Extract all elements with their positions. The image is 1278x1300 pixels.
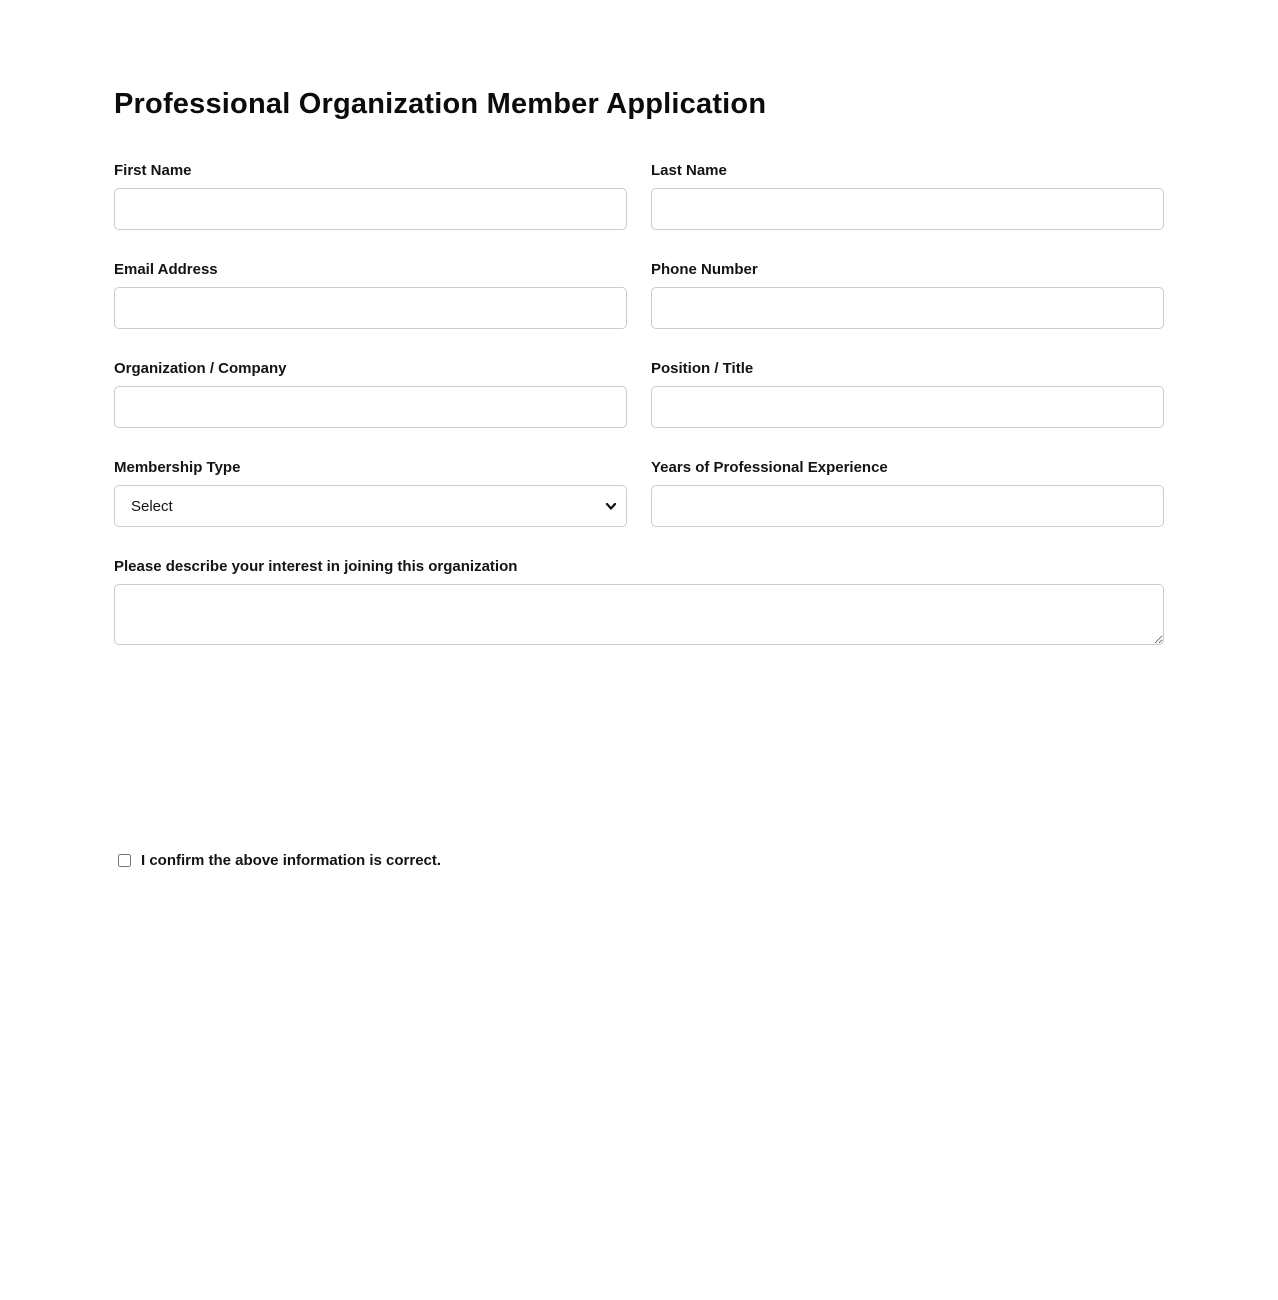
confirm-checkbox-label[interactable]: I confirm the above information is correct. <box>141 852 442 870</box>
email-label: Email Address <box>114 261 218 279</box>
first-name-label: First Name <box>114 162 192 180</box>
field-phone <box>651 259 1164 329</box>
field-last-name <box>651 160 1164 230</box>
interest-label: Please describe your interest in joining this organization <box>114 558 518 576</box>
form-fields-grid <box>114 160 1164 556</box>
last-name-label: Last Name <box>651 162 727 180</box>
organization-label: Organization / Company <box>114 360 287 378</box>
field-interest <box>114 556 1164 645</box>
position-input[interactable] <box>651 386 1164 428</box>
field-years-experience <box>651 457 1164 527</box>
organization-input[interactable] <box>114 386 627 428</box>
email-input[interactable] <box>114 287 627 329</box>
field-email <box>114 259 627 329</box>
membership-type-select-wrap <box>114 485 627 527</box>
phone-label: Phone Number <box>651 261 758 279</box>
interest-textarea[interactable] <box>114 584 1164 645</box>
confirm-checkbox[interactable] <box>118 854 131 867</box>
field-organization <box>114 358 627 428</box>
field-first-name <box>114 160 627 230</box>
membership-type-label: Membership Type <box>114 459 241 477</box>
first-name-input[interactable] <box>114 188 627 230</box>
years-experience-label: Years of Professional Experience <box>651 459 888 477</box>
years-experience-input[interactable] <box>651 485 1164 527</box>
field-position <box>651 358 1164 428</box>
page-title: Professional Organization Member Application <box>114 88 767 120</box>
phone-input[interactable] <box>651 287 1164 329</box>
position-label: Position / Title <box>651 360 754 378</box>
confirm-row <box>114 850 1164 871</box>
last-name-input[interactable] <box>651 188 1164 230</box>
field-membership-type <box>114 457 627 527</box>
membership-type-select[interactable] <box>114 485 627 527</box>
